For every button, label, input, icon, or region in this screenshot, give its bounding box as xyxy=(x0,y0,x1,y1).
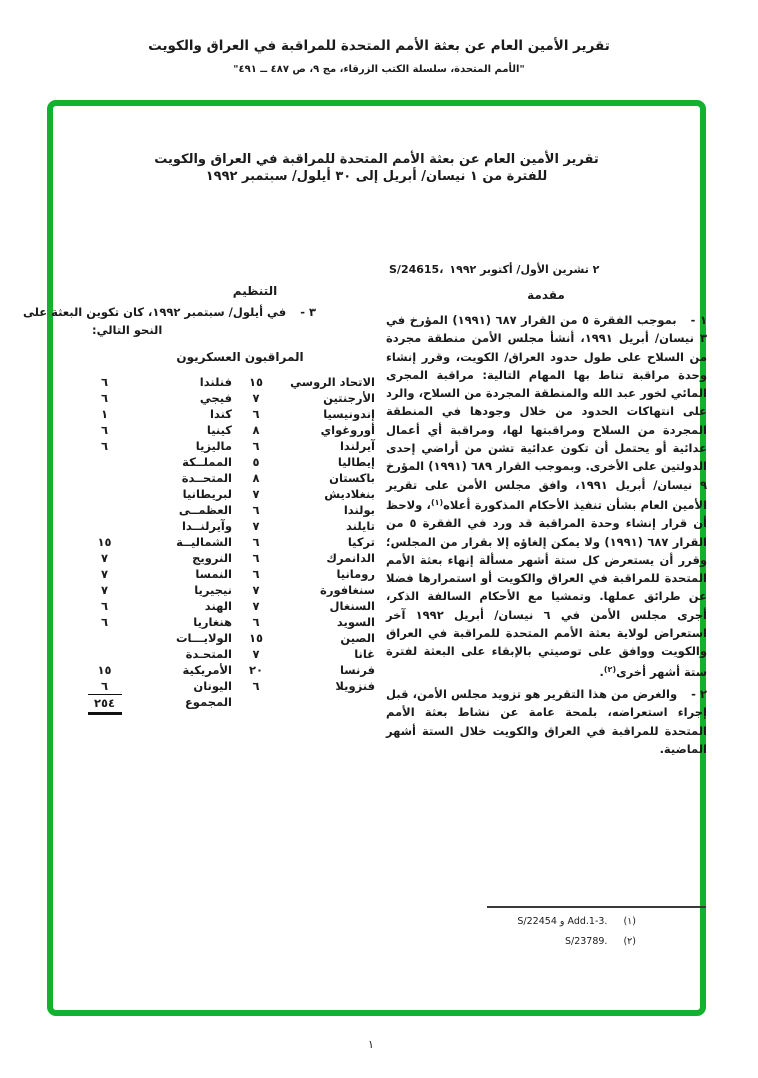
observer-count: ٧ xyxy=(252,599,260,613)
paragraph-1-text: بموجب الفقرة ٥ من القرار ٦٨٧ (١٩٩١) المؤرخ في ٣ نيسان/ أبريل ١٩٩١، أنشأ مجلس الأمن منطقة مجردة من السلاح على طول حدود العراق/ الكويت، وقرر إنشاء وحدة مراقبة تناط بها المهام التالية: مراقبة المجرى المائي لخور عبد الله والمنطقة المجردة من السلاح، والرد على انتهاكات الحدود من خلال وجودها في المنطقة المجردة من السلاح ومراقبتها لها، ومراقبة أي أعمال عدائية أو يحتمل أن تكون عدائية تشن من أراضي إحدى الدولتين على الأخرى. وبموجب القرار ٦٨٩ (١٩٩١) المؤرخ ٩ نيسان/ أبريل ١٩٩١، وافق مجلس الأمن على تقرير الأمين العام بشأن تنفيذ الأحكام المذكورة أعلاه xyxy=(386,313,708,512)
observer-count: ٧ xyxy=(252,583,260,597)
footnote-text: S/22454 و Add.1-3. xyxy=(517,915,608,927)
footnote-number: (٢) xyxy=(623,935,636,947)
observer-country: سنغافورة xyxy=(320,583,375,597)
footnote-item xyxy=(487,911,706,931)
total-value xyxy=(67,694,142,710)
observer-count: ٧ xyxy=(252,487,260,501)
observer-count: ٦ xyxy=(252,503,260,517)
observer-country: آيرلندا xyxy=(339,439,375,453)
organization-heading: التنظيم xyxy=(232,284,278,298)
report-title-line2: للفترة من ١ نيسان/ أبريل إلى ٣٠ أيلول/ سبتمبر ١٩٩٢ xyxy=(205,169,548,184)
observers-table xyxy=(67,374,375,694)
military-observers-heading: المراقبون العسكريون xyxy=(176,350,304,364)
observer-count: ٦ xyxy=(100,599,109,613)
report-title xyxy=(47,151,706,185)
observer-country: المتحـدة xyxy=(185,647,232,661)
observer-country: الصين xyxy=(340,631,375,645)
observer-country: وآيرلنــدا xyxy=(181,519,232,533)
footnote-text: S/23789. xyxy=(564,935,608,947)
observer-country: الاتحاد الروسي xyxy=(290,375,375,389)
observer-count xyxy=(67,502,142,518)
observer-country: رومانيا xyxy=(336,567,375,581)
observer-count: ٦ xyxy=(100,423,109,437)
observer-country: لبريطانيا xyxy=(182,487,232,501)
paragraph-3-number: ٣ - xyxy=(300,305,316,319)
observer-country: المتحــدة xyxy=(181,471,232,485)
paragraph-3-text: في أيلول/ سبتمبر ١٩٩٢، كان تكوين البعثة على xyxy=(22,305,287,319)
observer-count xyxy=(67,630,142,646)
observer-country: بنغلاديش xyxy=(324,487,375,501)
document-date: ٢ تشرين الأول/ أكتوبر ١٩٩٢ xyxy=(449,263,600,276)
observer-count: ٨ xyxy=(252,423,260,437)
introduction-text xyxy=(386,311,707,758)
observer-country: هنغاريا xyxy=(193,615,232,629)
observer-country: الشماليــة xyxy=(176,535,232,549)
observer-count: ١٥ xyxy=(97,535,112,549)
observer-country: تركيا xyxy=(347,535,375,549)
observer-count: ٦ xyxy=(252,439,260,453)
observer-count: ٧ xyxy=(252,519,260,533)
observer-country: فيجي xyxy=(199,391,232,405)
page-title: تقرير الأمين العام عن بعثة الأمم المتحدة للمراقبة في العراق والكويت xyxy=(148,38,610,54)
footnotes-block xyxy=(487,906,706,951)
observer-count: ٧ xyxy=(252,391,260,405)
observers-total-row xyxy=(67,694,375,710)
observer-count: ٦ xyxy=(100,615,109,629)
observer-country: الدانمرك xyxy=(326,551,375,565)
observer-count: ٦ xyxy=(252,407,260,421)
observer-count: ٧ xyxy=(100,567,109,581)
observer-country: كينيا xyxy=(206,423,232,437)
observer-count: ٦ xyxy=(100,439,109,453)
observer-count: ٧ xyxy=(100,551,109,565)
paragraph-2-text: والغرض من هذا التقرير هو تزويد مجلس الأمن، قبل إجراء استعراضه، بلمحة عامة عن نشاط بعثة الأمم المتحدة للمراقبة في العراق والكويت خلال الستة أشهر الماضية. xyxy=(386,686,707,756)
observer-count xyxy=(67,646,142,662)
paragraph-1 xyxy=(386,311,707,681)
observer-count: ٦ xyxy=(100,391,109,405)
footnote-ref-1: (١) xyxy=(430,497,444,507)
observer-count: ١٥ xyxy=(248,631,264,645)
observer-count: ٦ xyxy=(252,567,260,581)
observer-country: تايلند xyxy=(346,519,375,533)
observer-count: ٧ xyxy=(252,647,260,661)
observer-country: الأمريكية xyxy=(182,663,232,677)
intro-heading: مقدمة xyxy=(527,288,565,302)
observer-country: العظمــى xyxy=(178,503,232,517)
observer-country: الولايـــات xyxy=(175,631,232,645)
observer-count: ٦ xyxy=(252,535,260,549)
observer-count xyxy=(67,486,142,502)
observer-country: النرويج xyxy=(192,551,232,565)
observer-count: ٥ xyxy=(252,455,260,469)
paragraph-1-text-cont: ، ولاحظ أن قرار إنشاء وحدة المراقبة قد ورد في الفقرة ٥ من القرار ٦٨٧ (١٩٩١) ولا يمكن إلغاؤه إلا بقرار من المجلس؛ وقرر أن يستعرض كل ستة أشهر مسألة إنهاء بعثة الأمم المتحدة للمراقبة في العراق والكويت أو استمرارها فضلا عن طرائق عملها. وتمشيا مع الأحكام السالفة الذكر، أجرى مجلس الأمن في ٦ نيسان/ أبريل ١٩٩٢ آخر استعراض لولاية بعثة الأمم المتحدة للمراقبة في العراق والكويت ووافق على توصيتي بالإبقاء على البعثة لفترة ستة أشهر أخرى xyxy=(386,497,707,679)
total-label: المجموع xyxy=(184,695,232,709)
observer-country: بولندا xyxy=(343,503,375,517)
observer-country: النمسا xyxy=(195,567,232,581)
observer-country: الهند xyxy=(204,599,232,613)
spacer-cell xyxy=(280,694,375,710)
footnote-ref-2: (٢) xyxy=(603,664,617,674)
paragraph-3-line1 xyxy=(22,305,316,319)
observer-country: نيجيريا xyxy=(194,583,232,597)
observer-country: السويد xyxy=(336,615,375,629)
observer-count: ٦ xyxy=(252,679,260,693)
observer-country: إندونيسيا xyxy=(323,407,375,421)
paragraph-3-line2: النحو التالي: xyxy=(92,323,163,337)
observer-count: ٦ xyxy=(252,615,260,629)
paragraph-2 xyxy=(386,685,707,758)
source-line: "الأمم المتحدة، سلسلة الكتب الزرقاء، مج ٩، ص ٤٨٧ ــ ٤٩١" xyxy=(233,64,525,75)
observer-country: اليونان xyxy=(193,679,232,693)
observer-count: ٦ xyxy=(100,375,109,389)
observer-count xyxy=(67,470,142,486)
report-title-line1: تقرير الأمين العام عن بعثة الأمم المتحدة للمراقبة في العراق والكويت xyxy=(154,152,599,167)
observer-country: كندا xyxy=(210,407,232,421)
observer-count xyxy=(67,518,142,534)
observer-count: ١٥ xyxy=(248,375,264,389)
footnote-item xyxy=(487,931,706,951)
page-number: ١ xyxy=(368,1038,374,1051)
observer-country: باكستان xyxy=(329,471,375,485)
observer-country: أوروغواي xyxy=(320,423,375,437)
paragraph-1-end: . xyxy=(599,664,604,679)
observer-country: المملــكة xyxy=(182,455,232,469)
observer-country: ماليزيا xyxy=(195,439,232,453)
observer-count xyxy=(67,454,142,470)
observer-count: ٦ xyxy=(100,679,109,693)
observer-count: ١٥ xyxy=(97,663,112,677)
observer-country: السنغال xyxy=(329,599,375,613)
total-value-number: ٢٥٤ xyxy=(88,694,122,715)
observer-country: فرنسا xyxy=(339,663,375,677)
paragraph-2-number: ٢ - xyxy=(691,686,707,701)
observer-country: فنزويلا xyxy=(335,679,375,693)
observer-country: إيطاليا xyxy=(337,455,375,469)
observer-count: ٨ xyxy=(252,471,260,485)
spacer-cell xyxy=(232,694,280,710)
observer-country: غانا xyxy=(354,647,375,661)
observer-count: ٦ xyxy=(252,551,260,565)
paragraph-1-number: ١ - xyxy=(690,313,707,327)
observer-country: فنلندا xyxy=(199,375,232,389)
observer-country: الأرجنتين xyxy=(323,391,375,405)
document-symbol-line xyxy=(389,263,599,276)
observer-count: ٧ xyxy=(100,583,109,597)
observer-count: ٢٠ xyxy=(248,663,264,677)
observer-count: ١ xyxy=(100,407,109,421)
document-symbol: S/24615، xyxy=(389,263,444,276)
footnote-number: (١) xyxy=(623,915,636,927)
